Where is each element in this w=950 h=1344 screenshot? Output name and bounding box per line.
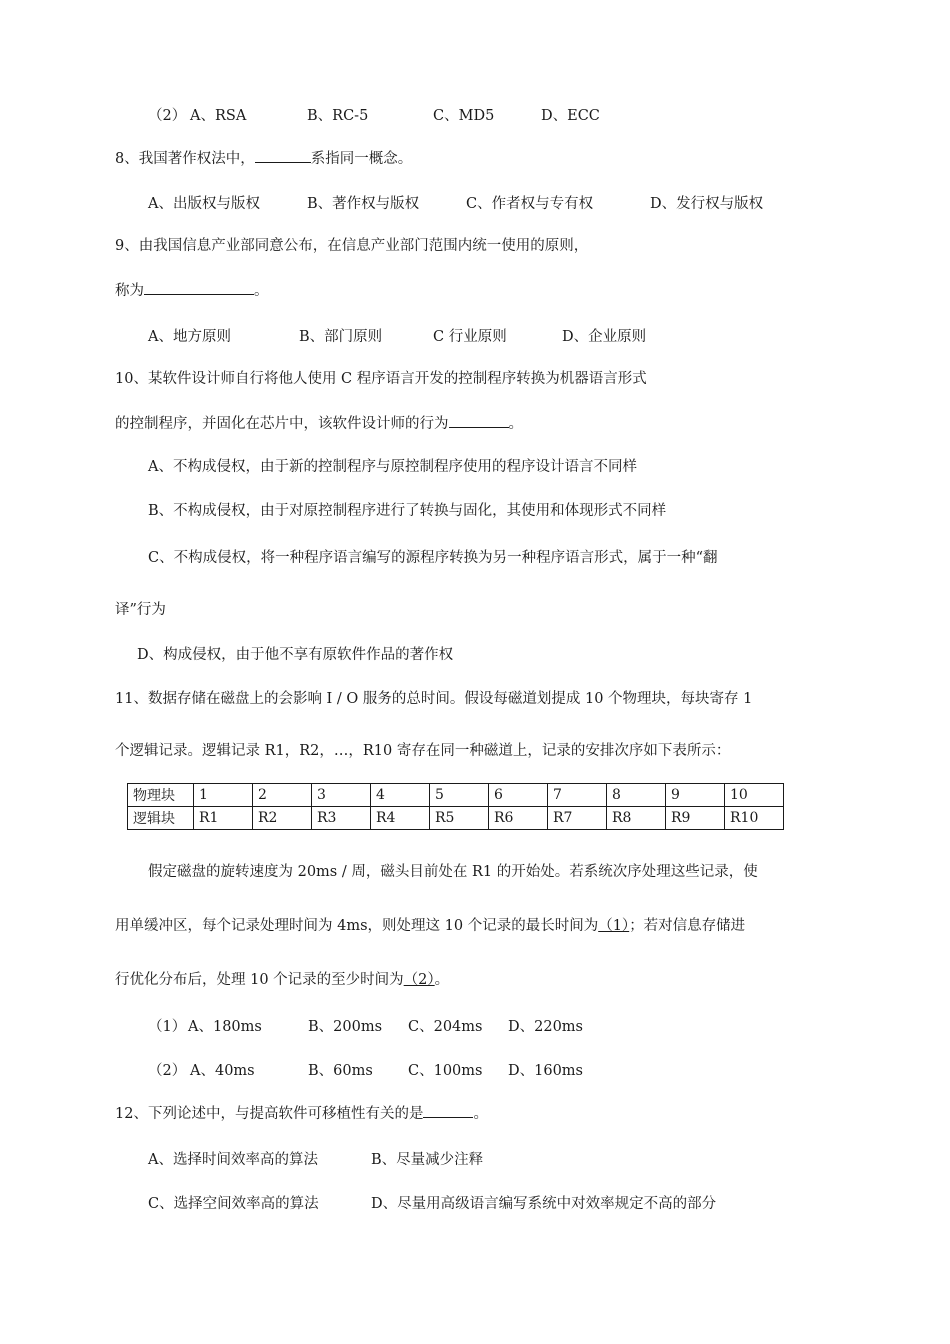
q11-blank-1: （1） — [598, 918, 630, 934]
table-cell: 9 — [666, 784, 725, 807]
q11-para2-after: ；若对信息存储进 — [629, 918, 746, 934]
table-cell: 5 — [430, 784, 489, 807]
table-cell: R3 — [312, 807, 371, 830]
q11-paragraph-line3 — [115, 970, 449, 990]
q10-text-before: 的控制程序，并固化在芯片中，该软件设计师的行为 — [115, 416, 449, 432]
q12-option-c: C、选择空间效率高的算法 — [148, 1196, 319, 1212]
q11-paragraph-line1: 假定磁盘的旋转速度为 20ms / 周，磁头目前处在 R1 的开始处。若系统次序处理这些记录，使 — [148, 864, 758, 880]
q12-text-before: 12、下列论述中，与提高软件可移植性有关的是 — [115, 1106, 424, 1122]
q7-option-b: B、RC-5 — [307, 108, 369, 124]
q8-answer-blank — [255, 148, 311, 163]
q11-part1-option-a: A、180ms — [188, 1019, 262, 1035]
q10-text-after: 。 — [508, 416, 523, 432]
q9-option-b: B、部门原则 — [299, 329, 383, 345]
table-cell: 6 — [489, 784, 548, 807]
q8-option-c: C、作者权与专有权 — [466, 196, 594, 212]
q8-option-a: A、出版权与版权 — [148, 196, 260, 212]
q10-answer-blank — [449, 413, 509, 428]
table-cell: R1 — [194, 807, 253, 830]
table-row-physical — [128, 784, 784, 807]
table-cell: 2 — [253, 784, 312, 807]
q9-option-d: D、企业原则 — [562, 329, 647, 345]
q11-question-line1: 11、数据存储在磁盘上的会影响 I / O 服务的总时间。假设每磁道划提成 10 个物理块，每块寄存 1 — [115, 691, 753, 707]
q10-option-c-line1: C、不构成侵权，将一种程序语言编写的源程序转换为另一种程序语言形式，属于一种“翻 — [148, 550, 718, 566]
table-cell: R4 — [371, 807, 430, 830]
q10-option-d: D、构成侵权，由于他不享有原软件作品的著作权 — [137, 647, 454, 663]
q9-text-after: 。 — [254, 283, 269, 299]
table-cell: R9 — [666, 807, 725, 830]
q8-text-after: 系指同一概念。 — [310, 151, 413, 167]
q11-part1-label: （1） — [148, 1019, 187, 1035]
q8-text-before: 8、我国著作权法中， — [115, 151, 255, 167]
table-cell: R2 — [253, 807, 312, 830]
table-cell: 7 — [548, 784, 607, 807]
q7-option-a: A、RSA — [190, 108, 247, 124]
q10-option-c-line2: 译”行为 — [115, 602, 166, 618]
table-cell: R10 — [725, 807, 784, 830]
table-cell: R7 — [548, 807, 607, 830]
q12-text-after: 。 — [473, 1106, 488, 1122]
q12-option-b: B、尽量减少注释 — [371, 1152, 484, 1168]
q8-option-b: B、著作权与版权 — [307, 196, 420, 212]
q12-option-a: A、选择时间效率高的算法 — [148, 1152, 318, 1168]
q9-option-a: A、地方原则 — [148, 329, 231, 345]
q11-part1-option-b: B、200ms — [308, 1019, 383, 1035]
q11-blank-2: （2） — [403, 972, 435, 988]
q11-part1-option-d: D、220ms — [508, 1019, 583, 1035]
table-cell: R8 — [607, 807, 666, 830]
q12-option-d: D、尽量用高级语言编写系统中对效率规定不高的部分 — [371, 1196, 717, 1212]
table-row-logical — [128, 807, 784, 830]
table-header-logical: 逻辑块 — [128, 807, 194, 830]
q9-option-c: C 行业原则 — [433, 329, 507, 345]
q8-option-d: D、发行权与版权 — [650, 196, 764, 212]
table-cell: 8 — [607, 784, 666, 807]
q9-answer-blank — [144, 280, 254, 295]
table-cell: 10 — [725, 784, 784, 807]
q8-question — [115, 148, 412, 169]
q11-para2-before: 用单缓冲区，每个记录处理时间为 4ms，则处理这 10 个记录的最长时间为 — [115, 918, 599, 934]
table-cell: R5 — [430, 807, 489, 830]
q11-part2-option-c: C、100ms — [408, 1063, 483, 1079]
table-cell: 4 — [371, 784, 430, 807]
q11-para3-before: 行优化分布后，处理 10 个记录的至少时间为 — [115, 972, 404, 988]
q11-para3-after: 。 — [434, 972, 450, 988]
q11-part2-option-d: D、160ms — [508, 1063, 583, 1079]
q11-part2-option-a: A、40ms — [190, 1063, 255, 1079]
q9-question-line2 — [115, 280, 269, 301]
q12-question — [115, 1103, 488, 1124]
q9-question-line1: 9、由我国信息产业部同意公布，在信息产业部门范围内统一使用的原则， — [115, 238, 589, 254]
q11-part2-option-b: B、60ms — [308, 1063, 373, 1079]
q9-text-before: 称为 — [115, 283, 144, 299]
q10-question-line2 — [115, 413, 523, 434]
q10-option-a: A、不构成侵权，由于新的控制程序与原控制程序使用的程序设计语言不同样 — [148, 459, 637, 475]
table-cell: 1 — [194, 784, 253, 807]
table-cell: R6 — [489, 807, 548, 830]
q10-question-line1: 10、某软件设计师自行将他人使用 C 程序语言开发的控制程序转换为机器语言形式 — [115, 371, 647, 387]
q11-paragraph-line2 — [115, 916, 745, 936]
table-header-physical: 物理块 — [128, 784, 194, 807]
block-mapping-table — [127, 783, 784, 830]
q11-part1-option-c: C、204ms — [408, 1019, 483, 1035]
q10-option-b: B、不构成侵权，由于对原控制程序进行了转换与固化，其使用和体现形式不同样 — [148, 503, 667, 519]
q12-answer-blank — [423, 1103, 473, 1118]
q7-option-d: D、ECC — [541, 108, 600, 124]
q11-part2-label: （2） — [148, 1063, 187, 1079]
q7-part2-label: （2） — [148, 108, 187, 124]
q11-question-line2: 个逻辑记录。逻辑记录 R1，R2，…，R10 寄存在同一种磁道上，记录的安排次序如下表所示： — [115, 743, 731, 759]
table-cell: 3 — [312, 784, 371, 807]
q7-option-c: C、MD5 — [433, 108, 495, 124]
